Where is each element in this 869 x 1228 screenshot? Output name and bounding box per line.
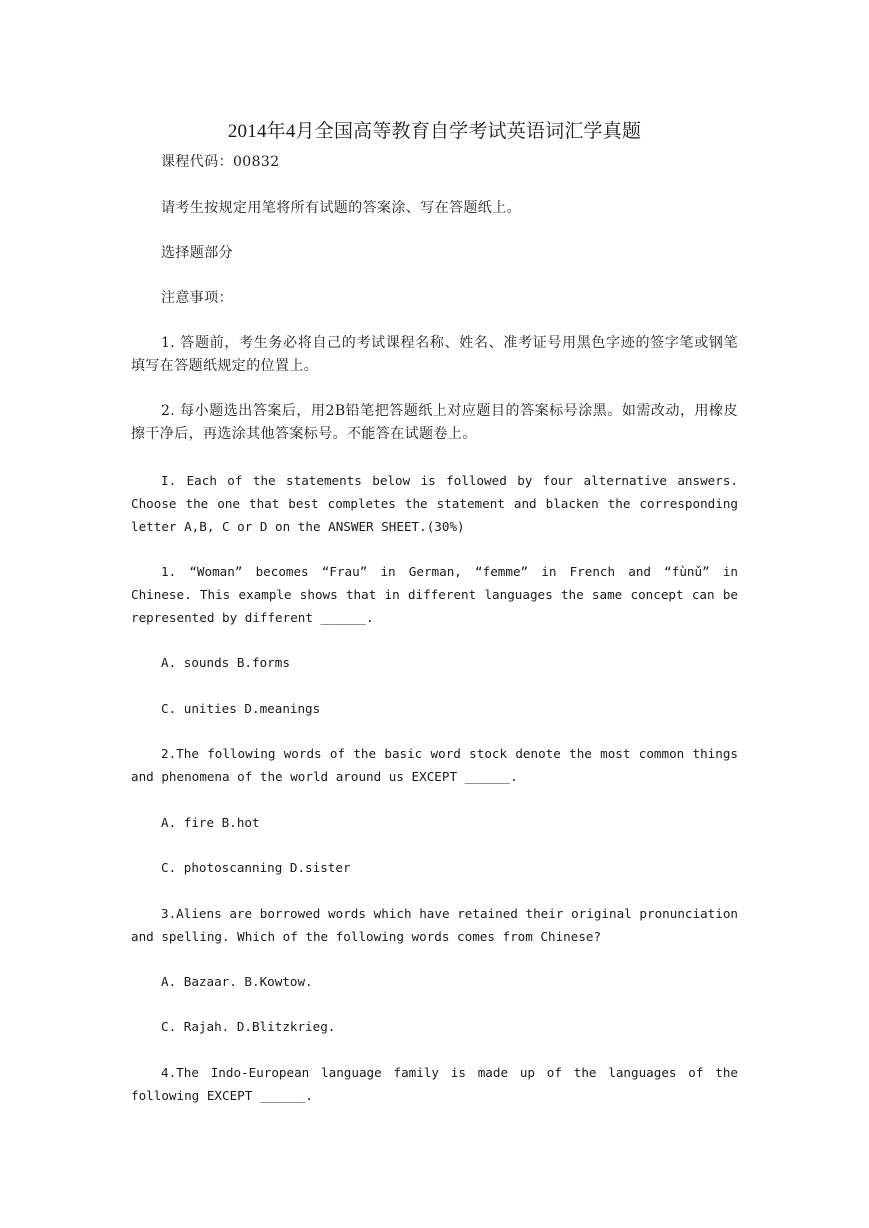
question-1: 1. “Woman” becomes “Frau” in German, “femme” in French and “fùnǔ” in Chinese. This example shows that in different languages the same concept can be represented by different ______. bbox=[131, 564, 738, 625]
part-label: 选择题部分 bbox=[161, 245, 233, 261]
question-3-options-ab: A. Bazaar. B.Kowtow. bbox=[161, 974, 313, 989]
note-2: 2. 每小题选出答案后，用2B铅笔把答题纸上对应题目的答案标号涂黑。如需改动，用橡皮擦干净后，再选涂其他答案标号。不能答在试题卷上。 bbox=[131, 403, 738, 442]
question-4: 4.The Indo-European language family is made up of the languages of the following EXCEPT ______. bbox=[131, 1065, 738, 1103]
question-3-options-cd: C. Rajah. D.Blitzkrieg. bbox=[161, 1019, 336, 1034]
notes-label: 注意事项： bbox=[161, 290, 233, 306]
question-2: 2.The following words of the basic word stock denote the most common things and phenomena of the world around us EXCEPT ______. bbox=[131, 746, 738, 784]
course-code: 课程代码：00832 bbox=[161, 154, 280, 170]
page-title: 2014年4月全国高等教育自学考试英语词汇学真题 bbox=[227, 121, 642, 142]
question-3: 3.Aliens are borrowed words which have retained their original pronunciation and spelling. Which of the following words comes from Chinese? bbox=[131, 906, 738, 944]
note-1: 1. 答题前，考生务必将自己的考试课程名称、姓名、准考证号用黑色字迹的签字笔或钢笔填写在答题纸规定的位置上。 bbox=[131, 335, 738, 374]
question-2-options-ab: A. fire B.hot bbox=[161, 815, 260, 830]
question-1-options-cd: C. unities D.meanings bbox=[161, 701, 321, 716]
question-2-options-cd: C. photoscanning D.sister bbox=[161, 860, 351, 875]
question-1-options-ab: A. sounds B.forms bbox=[161, 655, 290, 670]
instruction-text: 请考生按规定用笔将所有试题的答案涂、写在答题纸上。 bbox=[161, 200, 521, 216]
section-1-instructions: I. Each of the statements below is followed by four alternative answers. Choose the one that best completes the statement and blacken the corresponding letter A,B, C or D on the ANSWER SHEET.(30%) bbox=[131, 473, 738, 534]
